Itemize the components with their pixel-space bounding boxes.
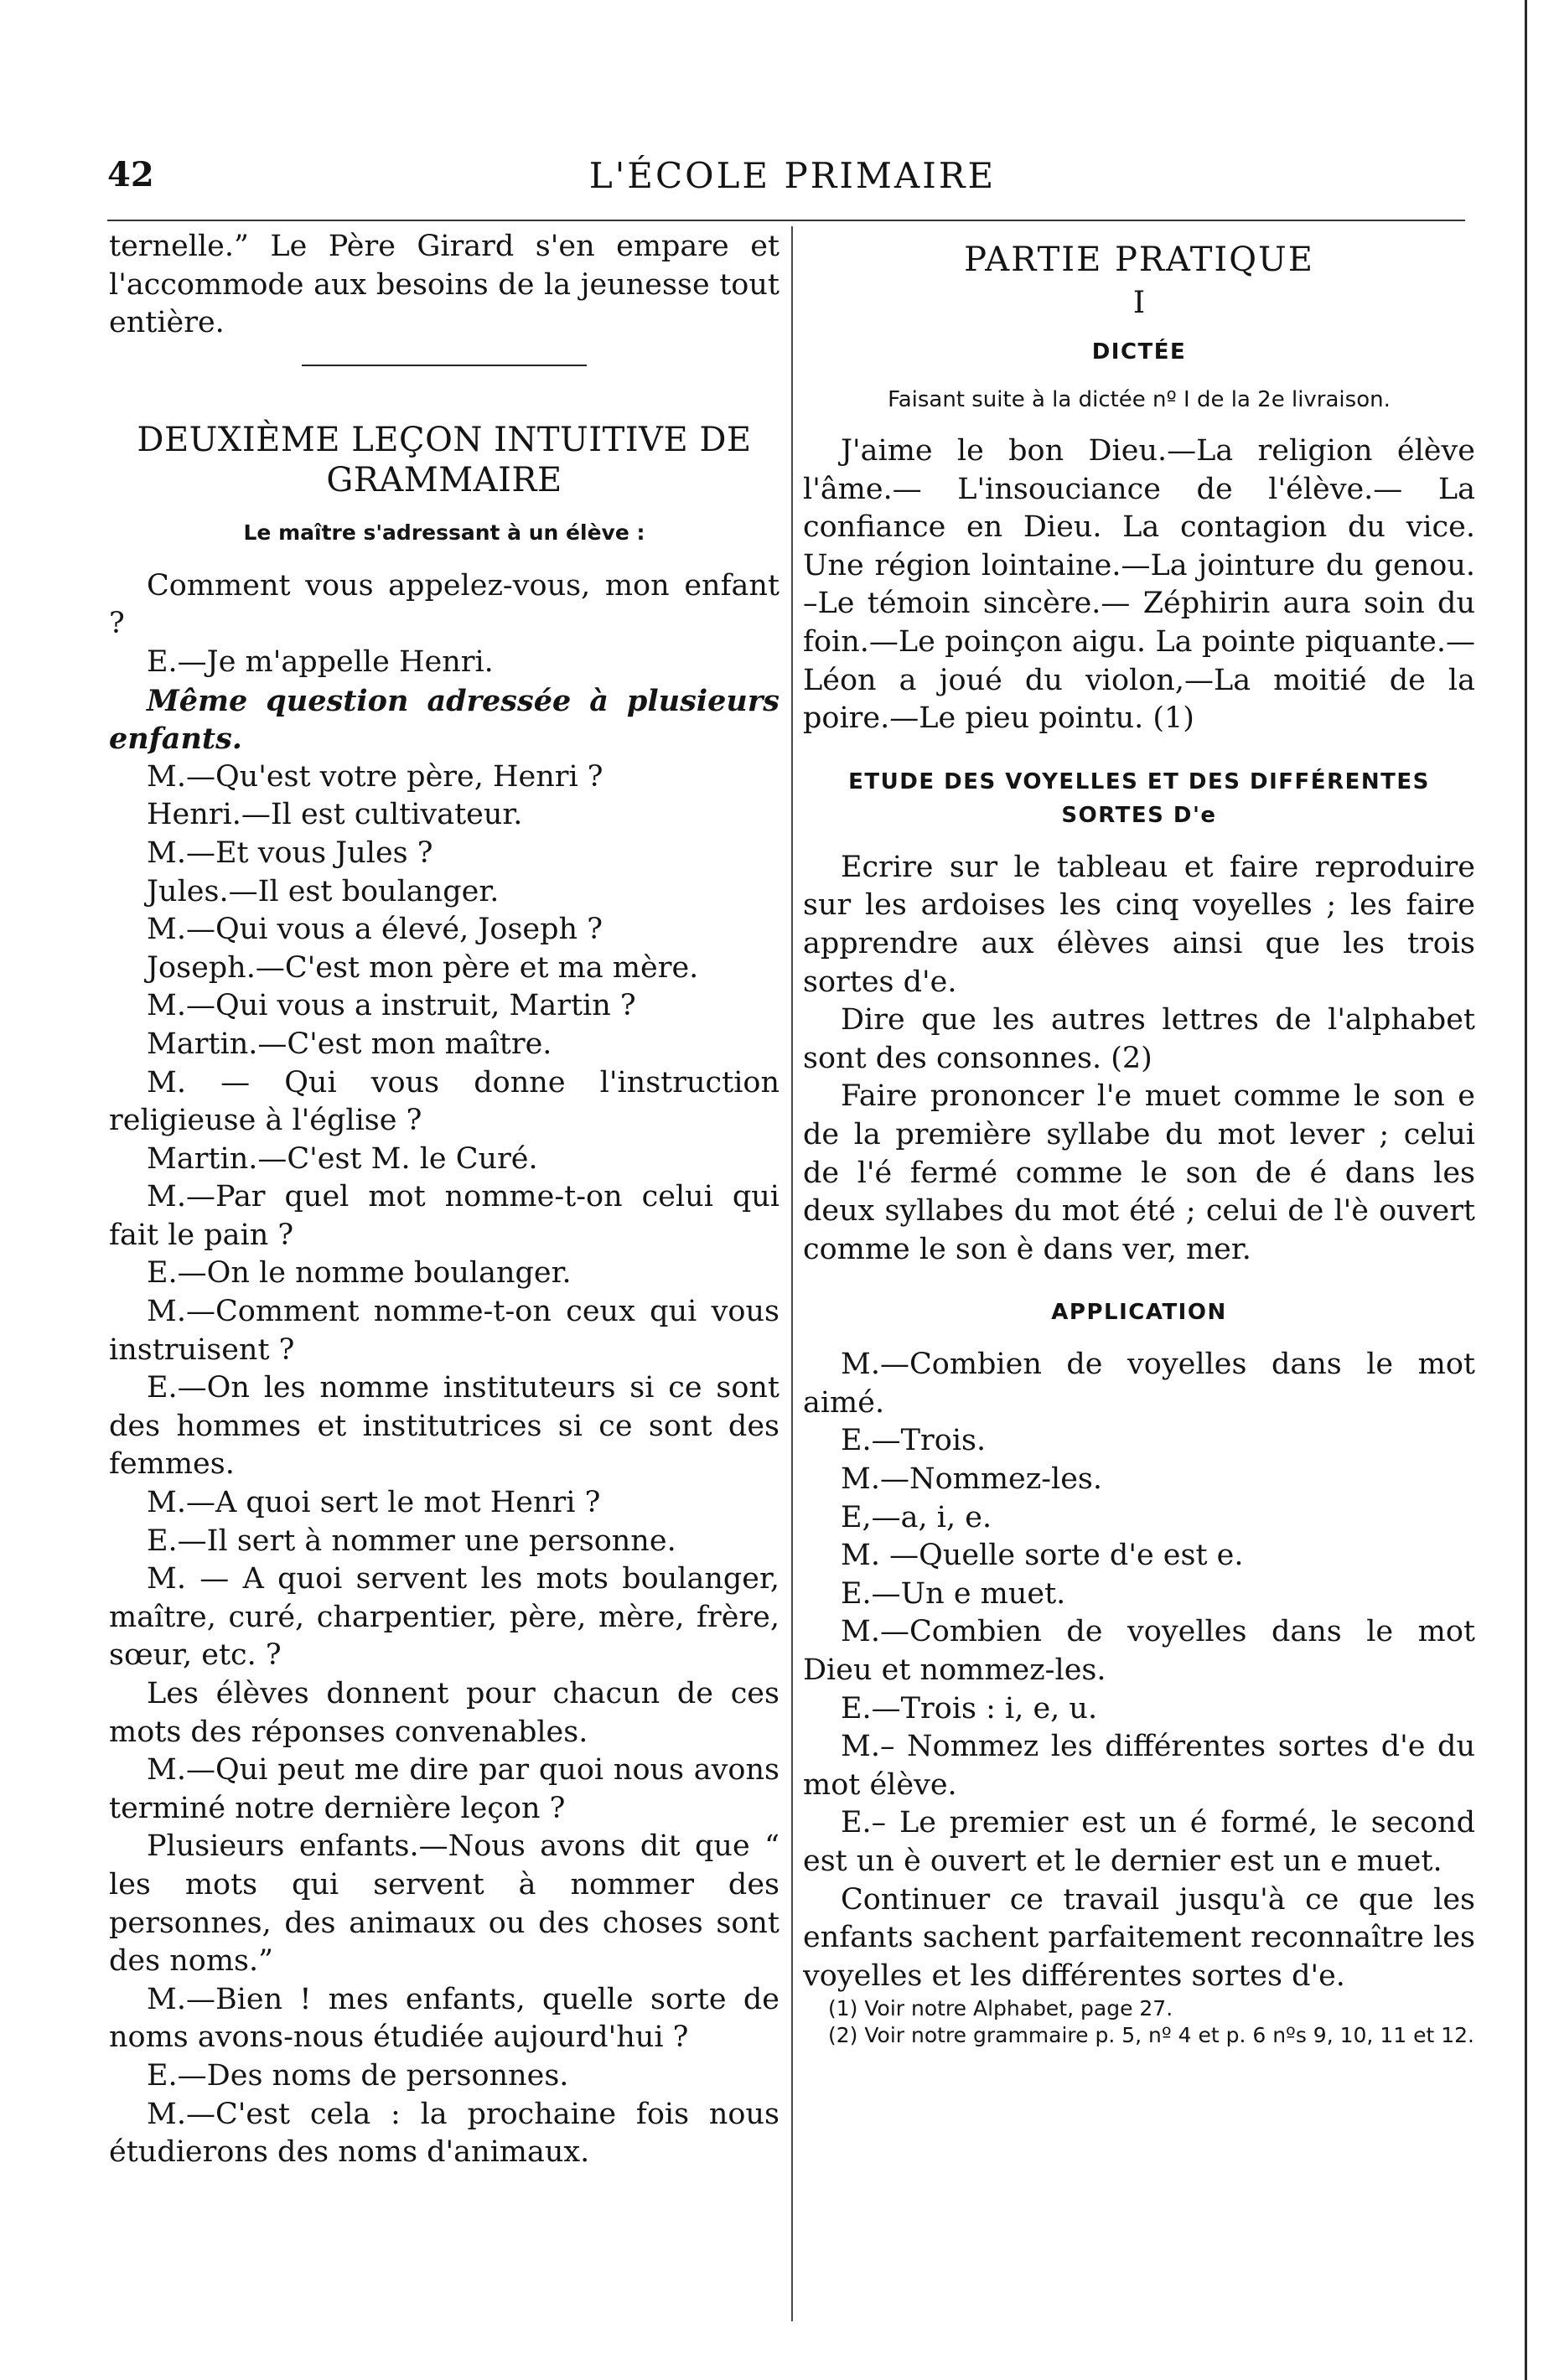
- dialogue-line: Martin.—C'est M. le Curé.: [147, 1141, 538, 1176]
- footnote: (2) Voir notre grammaire p. 5, nº 4 et p. 6 nºs 9, 10, 11 et 12.: [828, 2023, 1474, 2048]
- page-number: 42: [107, 155, 154, 194]
- dictee-text: J'aime le bon Dieu.—La religion élève l'âme.— L'insouciance de l'élève.— La confiance en Dieu. La contagion du vice. Une région lointaine.—La jointure du genou. –Le témoin sincère.— Zéphirin aura soin du foin.—Le poinçon aigu. La pointe piquante.—Léon a joué du violon,—La moitié de la poire.—Le pieu pointu. (1): [803, 434, 1475, 736]
- application-line: E.—Trois.: [841, 1424, 987, 1458]
- dialogue-line: Plusieurs enfants.—Nous avons dit que “ les mots qui servent à nommer des personnes, des animaux ou des choses sont des noms.”: [109, 1829, 780, 1979]
- footnote: (1) Voir notre Alphabet, page 27.: [828, 1996, 1173, 2021]
- application-line: E,—a, i, e.: [841, 1500, 992, 1534]
- dialogue-line: Les élèves donnent pour chacun de ces mots des réponses convenables.: [109, 1677, 780, 1749]
- stage-direction: Même question adressée à plusieurs enfants.: [109, 683, 780, 757]
- dialogue-line: M.—Qui vous a instruit, Martin ?: [147, 989, 636, 1023]
- dialogue-line: E.—Il sert à nommer une personne.: [147, 1524, 676, 1558]
- dialogue-line: M. — Qui vous donne l'instruction religieuse à l'église ?: [109, 1065, 780, 1138]
- dialogue-line: E.—On le nomme boulanger.: [147, 1256, 572, 1291]
- dialogue-line: M.—Comment nomme-t-on ceux qui vous instruisent ?: [109, 1295, 780, 1367]
- section-rule: [302, 365, 587, 366]
- etude-paragraph: Faire prononcer l'e muet comme le son e de la première syllabe du mot lever ; celui de l'é fermé comme le son de é dans les deux syllabes du mot été ; celui de l'è ouvert comme le son è dans ver, mer.: [803, 1079, 1475, 1266]
- application-line: M.– Nommez les différentes sortes d'e du mot élève.: [803, 1730, 1475, 1802]
- application-line: M.—Combien de voyelles dans le mot aimé.: [803, 1348, 1475, 1420]
- dictee-heading: DICTÉE: [1091, 339, 1187, 365]
- dialogue-line: E.—Des noms de personnes.: [147, 2058, 569, 2093]
- right-column: [803, 228, 1475, 2049]
- running-title: L'ÉCOLE PRIMAIRE: [588, 155, 997, 196]
- lesson-title: DEUXIÈME LEÇON INTUITIVE DE GRAMMAIRE: [137, 420, 752, 499]
- dialogue-line: Joseph.—C'est mon père et ma mère.: [147, 950, 699, 985]
- application-line: E.—Un e muet.: [841, 1576, 1066, 1611]
- dialogue-line: M.—A quoi sert le mot Henri ?: [147, 1486, 601, 1520]
- etude-paragraph: Ecrire sur le tableau et faire reproduire sur les ardoises les cinq voyelles ; les faire apprendre aux élèves ainsi que les trois sortes d'e.: [803, 850, 1475, 999]
- page-header: [107, 155, 1478, 201]
- column-divider: [791, 226, 793, 2321]
- dialogue-line: M. — A quoi servent les mots boulanger, maître, curé, charpentier, père, mère, frère, sœur, etc. ?: [109, 1562, 780, 1673]
- application-line: Continuer ce travail jusqu'à ce que les enfants sachent parfaitement reconnaître les voyelles et les différentes sortes d'e.: [803, 1882, 1475, 1993]
- header-rule: [107, 220, 1465, 221]
- dialogue-line: M.—Par quel mot nomme-t-on celui qui fait le pain ?: [109, 1180, 780, 1252]
- etude-heading: ETUDE DES VOYELLES ET DES DIFFÉRENTES SORTES D'e: [848, 768, 1430, 828]
- page-edge-line: [1525, 0, 1527, 2380]
- application-line: M. —Quelle sorte d'e est e.: [841, 1539, 1244, 1573]
- left-column: [109, 228, 780, 2172]
- dialogue-line: E.—Je m'appelle Henri.: [147, 644, 494, 679]
- lesson-subtitle: Le maître s'adressant à un élève :: [243, 520, 645, 545]
- application-line: E.—Trois : i, e, u.: [841, 1691, 1098, 1726]
- dialogue-line: Jules.—Il est boulanger.: [147, 874, 500, 908]
- dialogue-line: M.—Qui vous a élevé, Joseph ?: [147, 913, 603, 947]
- dialogue-line: M.—Qui peut me dire par quoi nous avons terminé notre dernière leçon ?: [109, 1753, 780, 1825]
- dictee-note: Faisant suite à la dictée nº I de la 2e livraison.: [888, 387, 1391, 412]
- dialogue-line: M.—Bien ! mes enfants, quelle sorte de noms avons-nous étudiée aujourd'hui ?: [109, 1982, 780, 2055]
- etude-paragraph: Dire que les autres lettres de l'alphabet sont des consonnes. (2): [803, 1003, 1475, 1075]
- application-line: E.– Le premier est un é formé, le second est un è ouvert et le dernier est un e muet.: [803, 1806, 1475, 1878]
- dialogue-line: M.—Et vous Jules ?: [147, 836, 433, 870]
- continued-paragraph: ternelle.” Le Père Girard s'en empare et l'accommode aux besoins de la jeunesse tout entière.: [109, 230, 780, 340]
- dialogue-line: E.—On les nomme instituteurs si ce sont des hommes et institutrices si ce sont des femmes.: [109, 1371, 780, 1482]
- application-heading: APPLICATION: [1051, 1300, 1227, 1326]
- dialogue-line: Henri.—Il est cultivateur.: [147, 798, 523, 832]
- dialogue-line: M.—C'est cela : la prochaine fois nous étudierons des noms d'animaux.: [109, 2097, 780, 2170]
- application-line: M.—Combien de voyelles dans le mot Dieu et nommez-les.: [803, 1615, 1475, 1688]
- dialogue-line: Martin.—C'est mon maître.: [147, 1027, 552, 1061]
- application-line: M.—Nommez-les.: [841, 1462, 1103, 1497]
- dialogue-line: M.—Qu'est votre père, Henri ?: [147, 759, 603, 794]
- dialogue-line: Comment vous appelez-vous, mon enfant ?: [109, 568, 780, 641]
- section-title: PARTIE PRATIQUE: [964, 241, 1314, 279]
- section-numeral: I: [1132, 286, 1146, 320]
